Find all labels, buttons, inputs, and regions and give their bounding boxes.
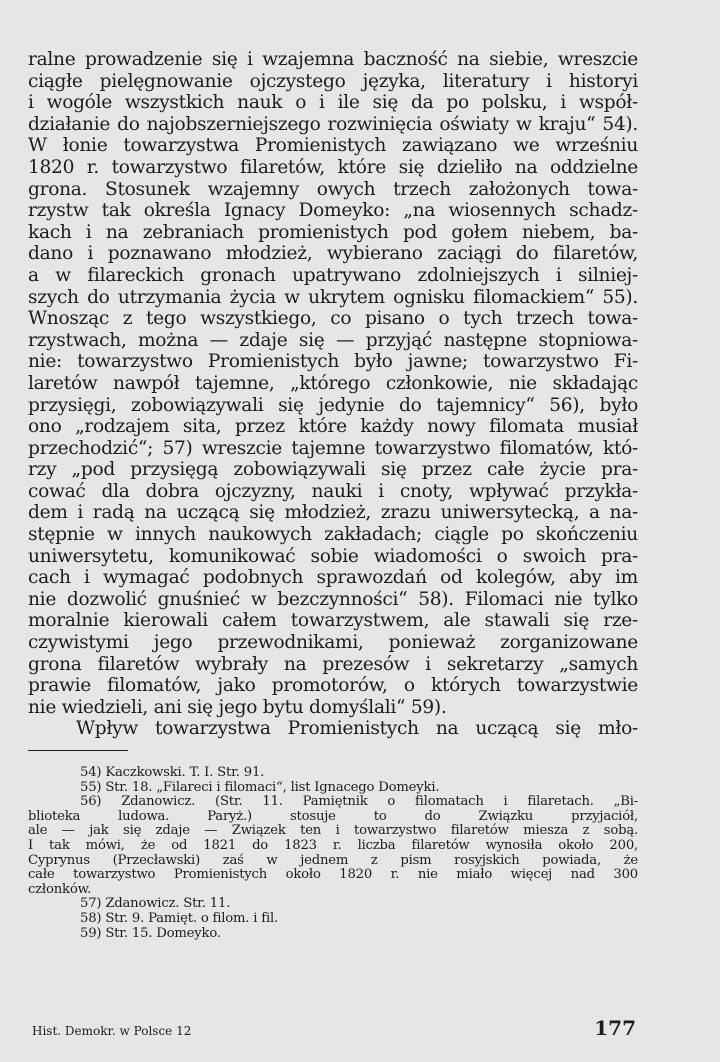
text-line: dano i poznawano młodzież, wybierano zaciągi do filaretów, (28, 243, 638, 265)
text-line: i wogóle wszystkich nauk o i ile się da po polsku, i współ- (28, 92, 638, 114)
text-line: laretów nawpół tajemne, „którego członkowie, nie składając (28, 372, 638, 394)
text-line: ono „rodzajem sita, przez które każdy nowy filomata musiał (28, 416, 638, 438)
main-text (28, 49, 638, 740)
footnote-line: 58) Str. 9. Pamięt. o filom. i fil. (80, 910, 279, 926)
text-line: kach i na zebraniach promienistych pod gołem niebem, ba- (28, 221, 638, 243)
text-line: uniwersytetu, komunikować sobie wiadomości o swoich pra- (28, 545, 638, 567)
running-title: Hist. Demokr. w Polsce 12 (32, 1024, 192, 1038)
footnote-line: Cyprynus (Przecławski) zaś w jednem z pism rosyjskich powiada, że (28, 852, 638, 868)
text-line: Wpływ towarzystwa Promienistych na uczącą się mło- (76, 718, 638, 740)
footnote-divider (28, 750, 128, 751)
text-line: rzy „pod przysięgą zobowiązywali się przez całe życie pra- (28, 459, 638, 481)
footnote-line: ale — jak się zdaje — Związek ten i towarzystwo filaretów miesza z sobą. (28, 823, 638, 839)
page-number: 177 (594, 1016, 636, 1040)
text-line: a w filareckich gronach upatrywano zdolniejszych i silniej- (28, 264, 638, 286)
text-line: szych do utrzymania życia w ukrytem ognisku filomackiem“ 55). (28, 286, 638, 308)
text-line: nie dozwolić gnuśnieć w bezczynności“ 58). Filomaci nie tylko (28, 588, 638, 610)
text-line: przysięgi, zobowiązywali się jedynie do tajemnicy“ 56), było (28, 394, 638, 416)
text-line: stępnie w innych naukowych zakładach; ciągle po skończeniu (28, 524, 638, 546)
footnote-line: blioteka ludowa. Paryż.) stosuje to do Związku przyjaciół, (28, 808, 638, 824)
text-line: prawie filomatów, jako promotorów, o których towarzystwie (28, 675, 638, 697)
text-line: nie: towarzystwo Promienistych było jawne; towarzystwo Fi- (28, 351, 638, 373)
text-line: cach i wymagać podobnych sprawozdań od kolegów, aby im (28, 567, 638, 589)
text-line: 1820 r. towarzystwo filaretów, które się dzieliło na oddzielne (28, 156, 638, 178)
text-line: nie wiedzieli, ani się jego bytu domyślali“ 59). (28, 696, 447, 718)
footnote-line: 59) Str. 15. Domeyko. (80, 925, 221, 941)
text-line: czywistymi jego przewodnikami, ponieważ zorganizowane (28, 632, 638, 654)
text-line: grona. Stosunek wzajemny owych trzech założonych towa- (28, 178, 638, 200)
footnote-line: I tak mówi, że od 1821 do 1823 r. liczba filaretów wynosiła około 200, (28, 837, 638, 853)
footnote-line: 55) Str. 18. „Filareci i filomaci“, list Ignacego Domeyki. (80, 779, 440, 795)
text-line: rzystw tak określa Ignacy Domeyko: „na wiosennych schadz- (28, 200, 638, 222)
text-line: dem i radą na uczącą się młodzież, zrazu uniwersytecką, a na- (28, 502, 638, 524)
footnote-line: całe towarzystwo Promienistych około 1820 r. nie miało więcej nad 300 (28, 867, 638, 883)
text-line: ralne prowadzenie się i wzajemna baczność na siebie, wreszcie (28, 49, 638, 70)
text-line: grona filaretów wybrały na prezesów i sekretarzy „samych (28, 653, 638, 675)
text-line: rzystwach, można — zdaje się — przyjąć następne stopniowa- (28, 329, 638, 351)
footnote-line: 56) Zdanowicz. (Str. 11. Pamiętnik o filomatach i filaretach. „Bi- (80, 794, 638, 810)
text-line: ciągłe pielęgnowanie ojczystego języka, literatury i historyi (28, 70, 638, 92)
footnote-line: członków. (28, 881, 92, 897)
footnote-line: 54) Kaczkowski. T. I. Str. 91. (80, 765, 265, 780)
text-line: przechodzić“; 57) wreszcie tajemne towarzystwo filomatów, któ- (28, 437, 638, 459)
text-line: działanie do najobszerniejszego rozwinięcia oświaty w kraju“ 54). (28, 113, 638, 135)
text-line: W łonie towarzystwa Promienistych zawiązano we wrześniu (28, 135, 638, 157)
text-line: moralnie kierowali całem towarzystwem, ale stawali się rze- (28, 610, 638, 632)
footnotes (28, 766, 638, 941)
footnote-line: 57) Zdanowicz. Str. 11. (80, 896, 231, 912)
text-line: cować dla dobra ojczyzny, nauki i cnoty, wpływać przykła- (28, 480, 638, 502)
text-line: Wnosząc z tego wszystkiego, co pisano o tych trzech towa- (28, 308, 638, 330)
